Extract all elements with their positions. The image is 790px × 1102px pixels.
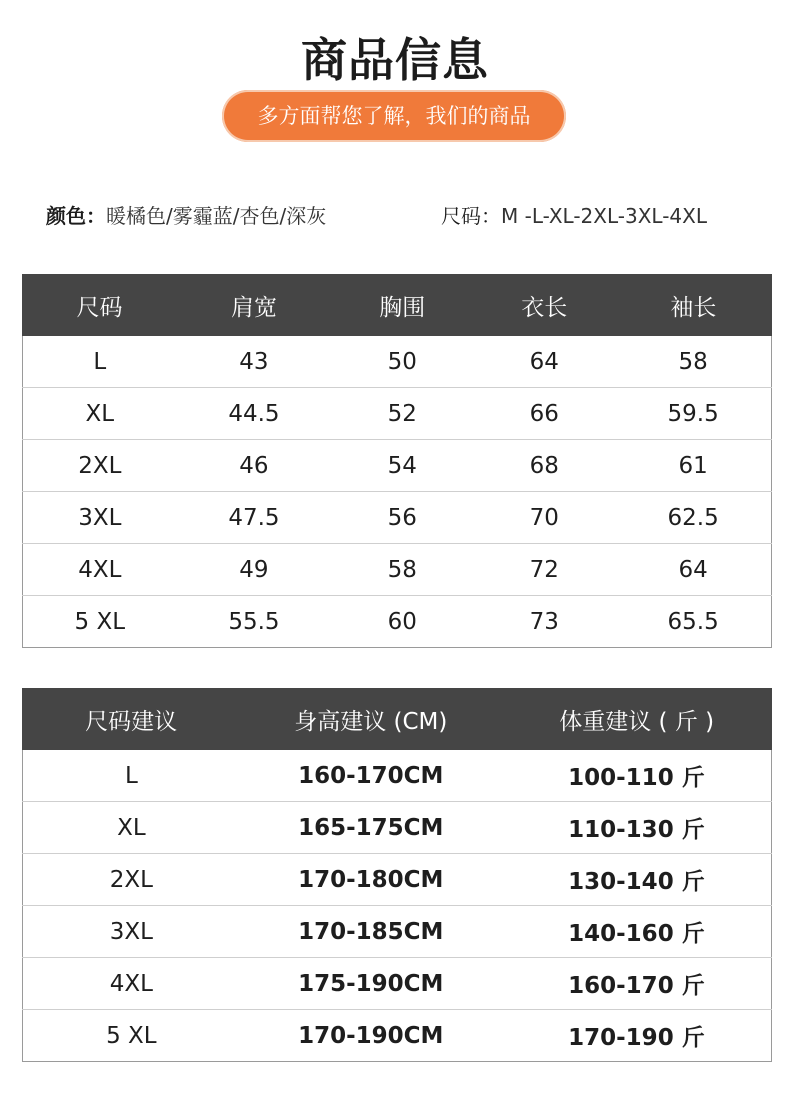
cell-height: 170-190CM [240, 1010, 502, 1062]
cell-size: 4XL [23, 544, 177, 596]
cell-sleeve: 58 [615, 336, 771, 388]
subtitle-badge: 多方面帮您了解，我们的商品 [222, 90, 566, 142]
cell-height: 165-175CM [240, 802, 502, 854]
cell-sleeve: 59.5 [615, 388, 771, 440]
header-cell: 体重建议 ( 斤 ) [502, 689, 772, 750]
color-info [46, 200, 326, 229]
cell-size: 5 XL [23, 596, 177, 648]
color-label: 颜色： [46, 204, 106, 228]
cell-height: 170-180CM [240, 854, 502, 906]
cell-shoulder: 46 [177, 440, 332, 492]
table-row [23, 1010, 772, 1062]
cell-chest: 58 [331, 544, 473, 596]
header-cell: 尺码 [23, 275, 177, 336]
measurement-table [22, 274, 772, 648]
size-label: 尺码： [441, 204, 501, 228]
cell-size: 3XL [23, 906, 240, 958]
table-row [23, 336, 772, 388]
cell-chest: 50 [331, 336, 473, 388]
table-row [23, 544, 772, 596]
header-cell: 身高建议 (CM) [240, 689, 502, 750]
cell-size: 3XL [23, 492, 177, 544]
cell-length: 68 [473, 440, 615, 492]
cell-sleeve: 64 [615, 544, 771, 596]
cell-sleeve: 65.5 [615, 596, 771, 648]
table-header-row [23, 275, 772, 336]
color-value: 暖橘色/雾霾蓝/杏色/深灰 [106, 204, 327, 228]
cell-weight: 140-160 斤 [502, 906, 772, 958]
cell-chest: 54 [331, 440, 473, 492]
size-info [441, 200, 707, 229]
cell-chest: 52 [331, 388, 473, 440]
cell-chest: 56 [331, 492, 473, 544]
cell-shoulder: 47.5 [177, 492, 332, 544]
cell-sleeve: 61 [615, 440, 771, 492]
table-row [23, 906, 772, 958]
cell-sleeve: 62.5 [615, 492, 771, 544]
cell-chest: 60 [331, 596, 473, 648]
table-header-row [23, 689, 772, 750]
cell-weight: 100-110 斤 [502, 750, 772, 802]
table-row [23, 492, 772, 544]
cell-size: 2XL [23, 440, 177, 492]
cell-size: L [23, 750, 240, 802]
cell-height: 175-190CM [240, 958, 502, 1010]
cell-shoulder: 43 [177, 336, 332, 388]
table-row [23, 750, 772, 802]
size-suggestion-table [22, 688, 772, 1062]
cell-weight: 130-140 斤 [502, 854, 772, 906]
header-cell: 尺码建议 [23, 689, 240, 750]
header-cell: 袖长 [615, 275, 771, 336]
cell-shoulder: 55.5 [177, 596, 332, 648]
table-row [23, 440, 772, 492]
cell-weight: 170-190 斤 [502, 1010, 772, 1062]
cell-length: 72 [473, 544, 615, 596]
cell-shoulder: 44.5 [177, 388, 332, 440]
cell-length: 66 [473, 388, 615, 440]
table-row [23, 388, 772, 440]
cell-weight: 160-170 斤 [502, 958, 772, 1010]
table-row [23, 958, 772, 1010]
table-row [23, 596, 772, 648]
cell-size: 4XL [23, 958, 240, 1010]
cell-height: 160-170CM [240, 750, 502, 802]
cell-length: 64 [473, 336, 615, 388]
cell-height: 170-185CM [240, 906, 502, 958]
header-cell: 肩宽 [177, 275, 332, 336]
cell-size: XL [23, 388, 177, 440]
header-cell: 衣长 [473, 275, 615, 336]
cell-shoulder: 49 [177, 544, 332, 596]
cell-size: L [23, 336, 177, 388]
table-row [23, 854, 772, 906]
table-row [23, 802, 772, 854]
cell-size: XL [23, 802, 240, 854]
page-title: 商品信息 [301, 33, 489, 87]
cell-weight: 110-130 斤 [502, 802, 772, 854]
cell-length: 73 [473, 596, 615, 648]
cell-length: 70 [473, 492, 615, 544]
header-cell: 胸围 [331, 275, 473, 336]
cell-size: 2XL [23, 854, 240, 906]
size-value: M -L-XL-2XL-3XL-4XL [501, 204, 707, 228]
cell-size: 5 XL [23, 1010, 240, 1062]
